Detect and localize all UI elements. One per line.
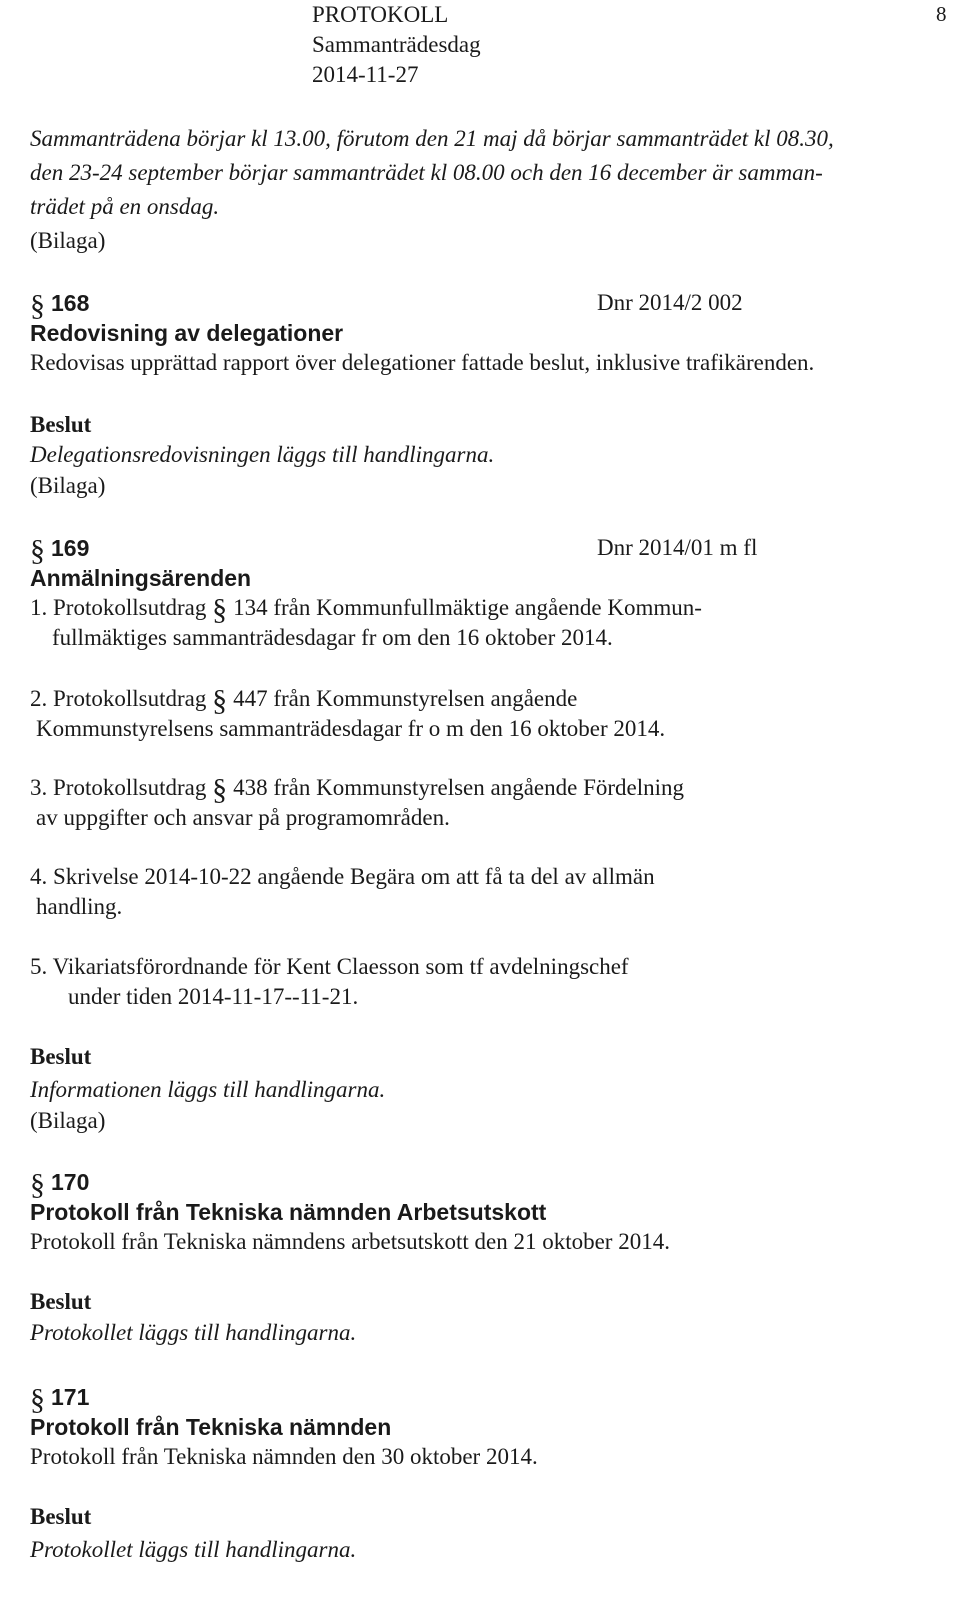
paragraph-symbol: § [212, 593, 228, 626]
section-number-171: § 171 [30, 1383, 90, 1416]
beslut-label-170: Beslut [30, 1289, 92, 1314]
paragraph-symbol: § [212, 773, 228, 806]
section-text-170: Protokoll från Tekniska nämndens arbetsutskott den 21 oktober 2014. [30, 1229, 670, 1254]
paragraph-symbol: § [30, 289, 45, 322]
intro-line: den 23-24 september börjar sammanträdet kl 08.00 och den 16 december är samman- [30, 160, 823, 185]
list-item: 2. Protokollsutdrag § 447 från Kommunstyrelsen angående [30, 684, 578, 717]
section-title-168: Redovisning av delegationer [30, 320, 344, 346]
intro-line: trädet på en onsdag. [30, 194, 220, 219]
list-item-continuation: under tiden 2014-11-17--11-21. [68, 984, 359, 1009]
intro-line: Sammanträdena börjar kl 13.00, förutom den 21 maj då börjar sammanträdet kl 08.30, [30, 126, 834, 151]
section-text-168: Redovisas upprättad rapport över delegationer fattade beslut, inklusive trafikärenden. [30, 350, 815, 375]
list-item-continuation: fullmäktiges sammanträdesdagar fr om den 16 oktober 2014. [52, 625, 613, 650]
document-title: PROTOKOLL [312, 2, 449, 27]
list-item-continuation: av uppgifter och ansvar på programområden. [36, 805, 450, 830]
section-title-171: Protokoll från Tekniska nämnden [30, 1414, 392, 1440]
document-subtitle: Sammanträdesdag [312, 32, 481, 57]
section-text-171: Protokoll från Tekniska nämnden den 30 oktober 2014. [30, 1444, 538, 1469]
paragraph-symbol: § [30, 1168, 45, 1201]
beslut-label-171: Beslut [30, 1504, 92, 1529]
meeting-date: 2014-11-27 [312, 62, 419, 87]
dnr-168: Dnr 2014/2 002 [597, 290, 743, 315]
section-number-170: § 170 [30, 1168, 90, 1201]
page-number: 8 [936, 2, 947, 26]
beslut-text-169: Informationen läggs till handlingarna. [30, 1077, 386, 1102]
list-item: 1. Protokollsutdrag § 134 från Kommunfullmäktige angående Kommun- [30, 593, 702, 626]
beslut-label-169: Beslut [30, 1044, 92, 1069]
dnr-169: Dnr 2014/01 m fl [597, 535, 758, 560]
section-number-168: § 168 [30, 289, 90, 322]
bilaga-note: (Bilaga) [30, 228, 106, 253]
list-item-continuation: Kommunstyrelsens sammanträdesdagar fr o m den 16 oktober 2014. [36, 716, 666, 741]
list-item: 3. Protokollsutdrag § 438 från Kommunstyrelsen angående Fördelning [30, 773, 685, 806]
beslut-text-168: Delegationsredovisningen läggs till handlingarna. [30, 442, 495, 467]
section-title-170: Protokoll från Tekniska nämnden Arbetsutskott [30, 1199, 547, 1225]
section-number-169: § 169 [30, 534, 90, 567]
bilaga-note: (Bilaga) [30, 1108, 106, 1133]
bilaga-note: (Bilaga) [30, 473, 106, 498]
list-item-continuation: handling. [36, 894, 123, 919]
section-title-169: Anmälningsärenden [30, 565, 252, 591]
list-item: 5. Vikariatsförordnande för Kent Claesson som tf avdelningschef [30, 954, 629, 979]
beslut-label-168: Beslut [30, 412, 92, 437]
paragraph-symbol: § [30, 1383, 45, 1416]
beslut-text-170: Protokollet läggs till handlingarna. [30, 1320, 357, 1345]
list-item: 4. Skrivelse 2014-10-22 angående Begära om att få ta del av allmän [30, 864, 655, 889]
paragraph-symbol: § [212, 684, 228, 717]
beslut-text-171: Protokollet läggs till handlingarna. [30, 1537, 357, 1562]
paragraph-symbol: § [30, 534, 45, 567]
